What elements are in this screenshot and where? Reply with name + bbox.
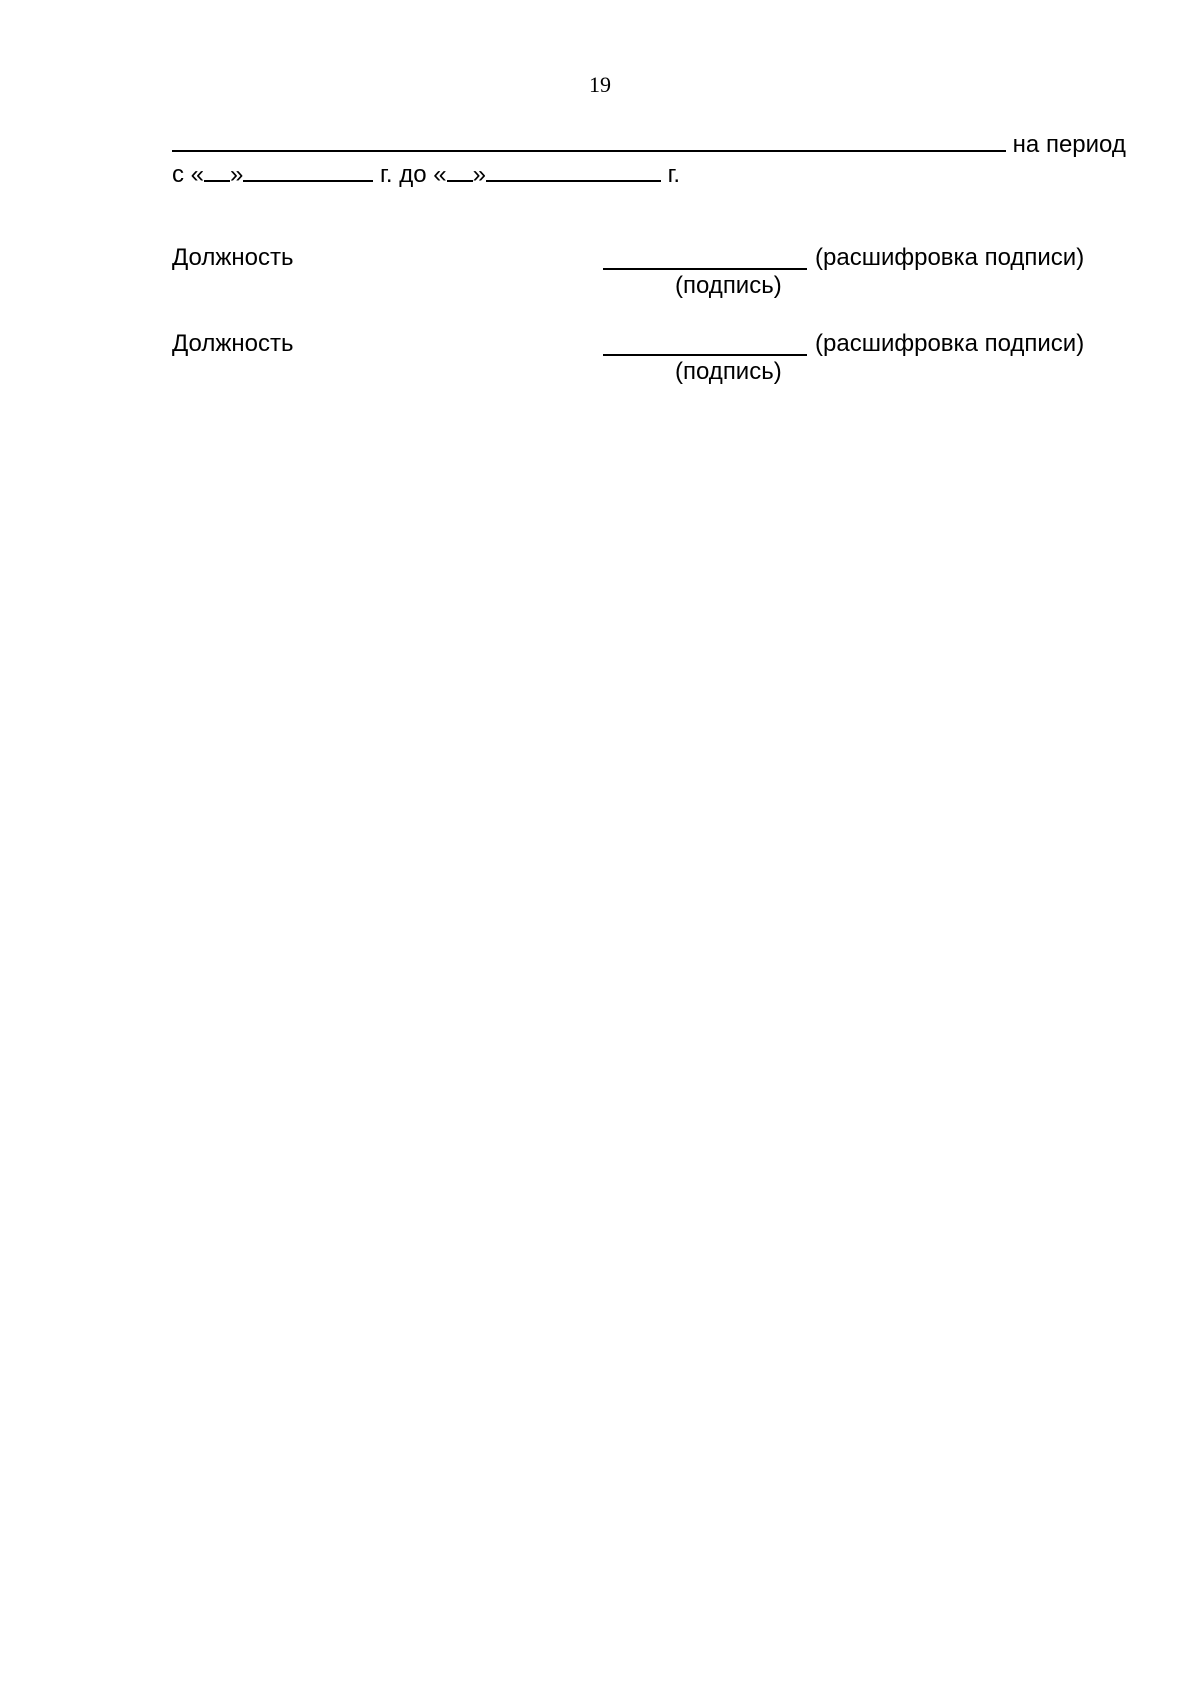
to-quote-close: »	[472, 161, 486, 188]
signature-caption-2: (подпись)	[675, 358, 782, 385]
signature-line-1[interactable]	[603, 268, 807, 270]
to-day-blank[interactable]	[447, 158, 473, 182]
to-prefix: г. до «	[380, 161, 447, 188]
from-quote-close: »	[230, 161, 244, 188]
organization-blank[interactable]	[172, 128, 1006, 152]
signature-position-1: Должность	[172, 244, 294, 271]
signature-decoding-2: (расшифровка подписи)	[815, 330, 1085, 357]
signature-caption-1: (подпись)	[675, 272, 782, 299]
year-end: г.	[667, 161, 681, 188]
signature-line-2[interactable]	[603, 354, 807, 356]
to-month-blank[interactable]	[486, 158, 661, 182]
period-line-2	[172, 158, 680, 190]
signature-decoding-1: (расшифровка подписи)	[815, 244, 1085, 271]
from-month-blank[interactable]	[243, 158, 373, 182]
period-suffix: на период	[1012, 131, 1126, 158]
from-day-blank[interactable]	[204, 158, 230, 182]
signature-position-2: Должность	[172, 330, 294, 357]
period-line-1	[172, 128, 1126, 160]
from-prefix: с «	[172, 161, 205, 188]
page-number: 19	[589, 72, 611, 97]
